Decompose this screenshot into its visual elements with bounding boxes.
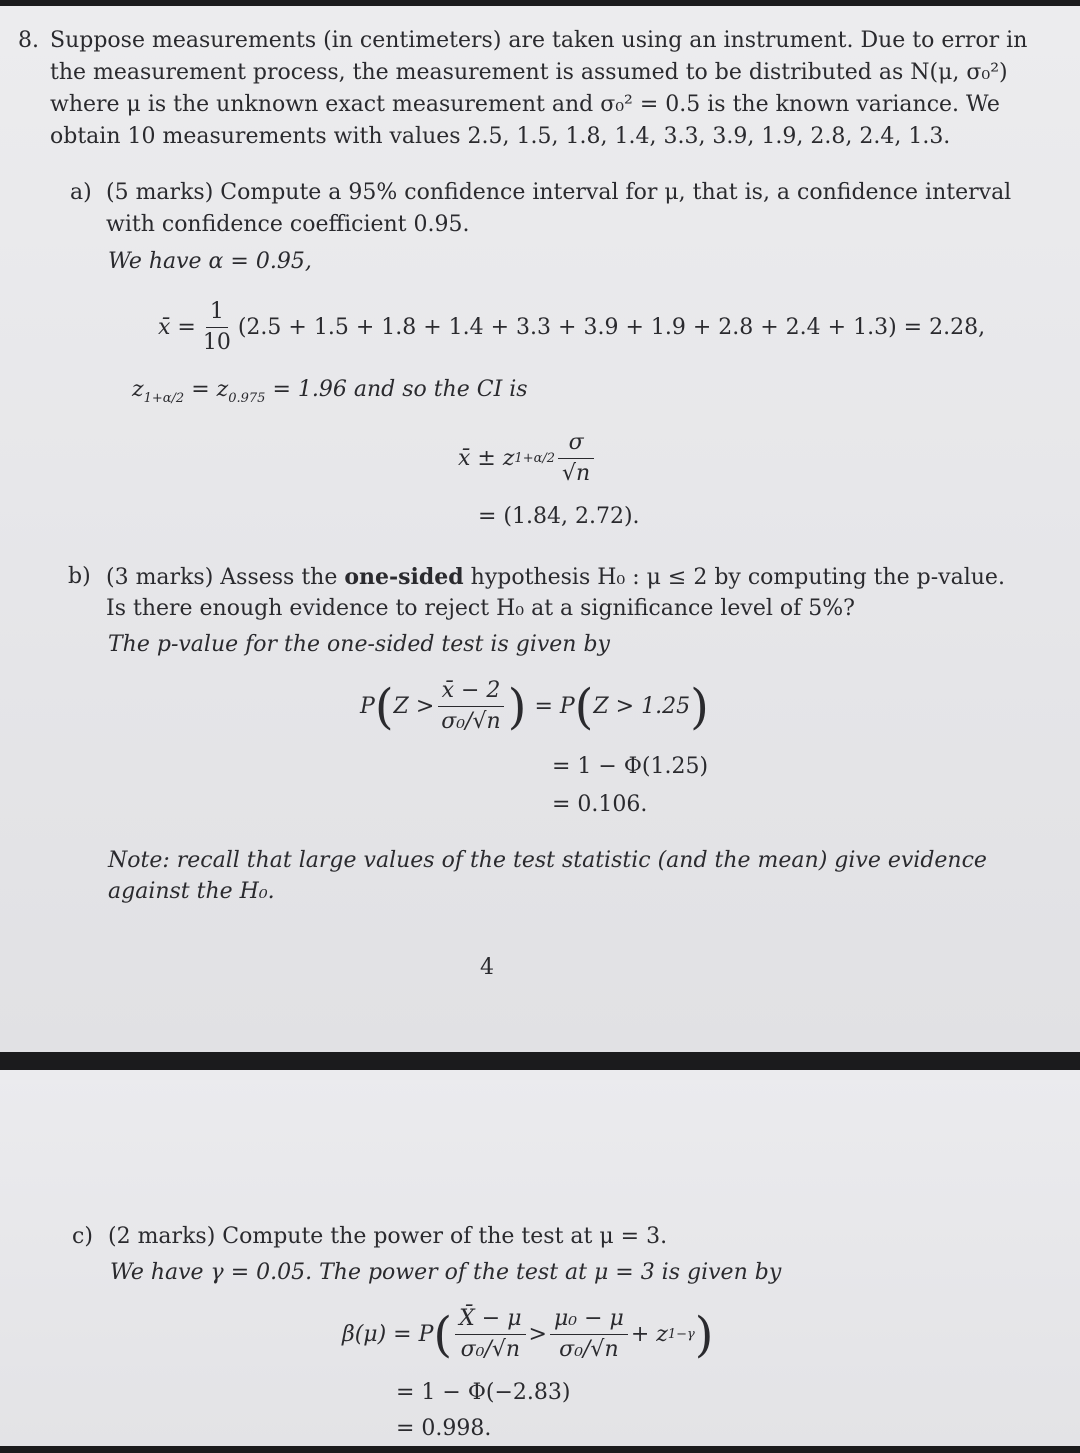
paren-close-2: ) — [690, 678, 709, 735]
xbar-lhs: x̄ = — [158, 314, 196, 340]
pvalue-formula — [360, 678, 709, 735]
ci-frac-den: √n — [558, 458, 594, 487]
problem-line-1: Suppose measurements (in centimeters) are taken using an instrument. Due to error in — [50, 28, 1028, 53]
power-plus-z: + z — [630, 1321, 668, 1347]
xbar-fraction — [199, 299, 235, 356]
power-frac2-num: μ₀ − μ — [550, 1306, 628, 1335]
p-mid: = P — [534, 693, 575, 719]
part-b-q1-bold: one-sided — [344, 564, 464, 590]
part-c-question-1: (2 marks) Compute the power of the test at μ = 3. — [108, 1224, 668, 1249]
paren-open-c: ( — [433, 1306, 453, 1363]
ci-result: = (1.84, 2.72). — [478, 504, 640, 529]
ci-lhs: x̄ ± z — [458, 445, 515, 471]
p-lhs: P — [360, 693, 375, 719]
problem-line-3: where μ is the unknown exact measurement and σ₀² = 0.5 is the known variance. We — [50, 92, 1000, 117]
power-formula — [342, 1306, 714, 1363]
page-number: 4 — [480, 955, 494, 980]
xbar-frac-num: 1 — [206, 299, 228, 328]
part-a-question-2: with confidence coefficient 0.95. — [106, 212, 470, 237]
paren-close-1: ) — [507, 678, 527, 735]
xbar-frac-den: 10 — [202, 330, 231, 355]
problem-number: 8. — [18, 28, 39, 53]
part-c-label: c) — [72, 1224, 93, 1249]
pvalue-line-2: = 1 − Φ(1.25) — [552, 754, 709, 779]
z-equals: = z — [191, 377, 229, 402]
problem-line-4: obtain 10 measurements with values 2.5, 1.5, 1.8, 1.4, 3.3, 3.9, 1.9, 2.8, 2.4, 1.3. — [50, 124, 951, 149]
z-symbol: z — [132, 377, 144, 402]
part-c-solution-1: We have γ = 0.05. The power of the test at μ = 3 is given by — [110, 1260, 782, 1285]
part-b-question-2: Is there enough evidence to reject H₀ at a significance level of 5%? — [106, 596, 855, 621]
part-a-solution-1: We have α = 0.95, — [108, 249, 312, 274]
part-b-solution-1: The p-value for the one-sided test is given by — [108, 632, 610, 657]
power-z-subscript: 1−γ — [667, 1326, 695, 1342]
power-line-2: = 1 − Φ(−2.83) — [396, 1380, 571, 1405]
paren-open-2: ( — [574, 678, 594, 735]
xbar-rhs: (2.5 + 1.5 + 1.8 + 1.4 + 3.3 + 3.9 + 1.9 + 2.8 + 2.4 + 1.3) = 2.28, — [237, 314, 986, 340]
part-a-label: a) — [70, 180, 92, 205]
paren-close-c: ) — [694, 1306, 714, 1363]
part-b-q1-pre: (3 marks) Assess the — [106, 565, 345, 590]
part-a-question-1: (5 marks) Compute a 95% confidence interval for μ, that is, a confidence interval — [106, 180, 1012, 205]
power-gt: > — [528, 1321, 547, 1347]
part-b-question-1 — [106, 562, 1005, 593]
power-frac1-den: σ₀/√n — [460, 1337, 521, 1362]
power-line-3: = 0.998. — [396, 1416, 492, 1441]
power-frac2-den: σ₀/√n — [559, 1337, 619, 1362]
note-line-1: Note: recall that large values of the test statistic (and the mean) give evidence — [108, 848, 987, 873]
page-bottom — [0, 1070, 1080, 1446]
z-text: = 1.96 and so the CI is — [272, 377, 528, 402]
ci-fraction — [558, 430, 594, 487]
part-b-q1-post: hypothesis H₀ : μ ≤ 2 by computing the p-value. — [463, 565, 1005, 590]
power-frac1-num: X̄ − μ — [455, 1306, 525, 1335]
z-quantile-line — [132, 375, 528, 414]
z-value: Z > 1.25 — [593, 693, 691, 719]
z-gt: Z > — [393, 693, 435, 719]
pvalue-frac-num: x̄ − 2 — [438, 678, 505, 707]
note-line-2: against the H₀. — [108, 879, 275, 904]
pvalue-fraction — [437, 678, 504, 735]
beta-lhs: β(μ) = P — [342, 1321, 434, 1347]
ci-frac-num: σ — [568, 430, 584, 455]
page-top — [0, 6, 1080, 1052]
problem-line-2: the measurement process, the measurement is assumed to be distributed as N(μ, σ₀²) — [50, 60, 1008, 85]
paren-open-1: ( — [374, 678, 394, 735]
power-fraction-2 — [550, 1306, 628, 1363]
z-subscript-2: 0.975 — [228, 391, 266, 406]
part-b-label: b) — [68, 564, 91, 589]
ci-subscript: 1+α/2 — [514, 450, 556, 466]
pvalue-line-3: = 0.106. — [552, 792, 648, 817]
power-fraction-1 — [455, 1306, 525, 1363]
pvalue-frac-den: σ₀/√n — [441, 709, 501, 734]
xbar-equation — [158, 299, 985, 356]
z-subscript: 1+α/2 — [143, 391, 185, 406]
ci-formula — [458, 430, 597, 487]
